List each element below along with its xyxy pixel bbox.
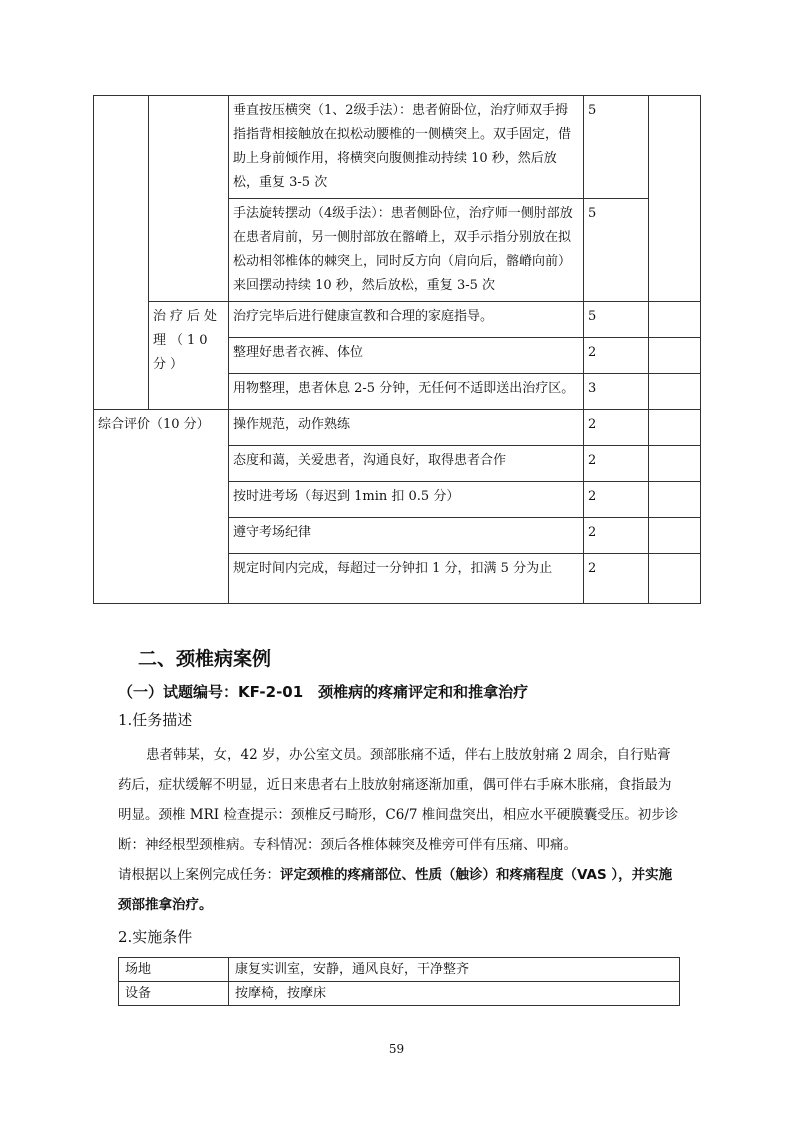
table-cell-empty (649, 302, 701, 338)
page-number: 59 (388, 1042, 405, 1056)
score-cell: 2 (584, 482, 649, 518)
score-cell: 2 (584, 446, 649, 482)
task-prefix: 请根据以上案例完成任务： (118, 867, 280, 883)
section-title: 二、颈椎病案例 (138, 648, 272, 670)
table-cell-empty (649, 374, 701, 410)
item-cell: 操作规范，动作熟练 (229, 410, 584, 446)
table-cell-empty (649, 482, 701, 518)
score-cell: 3 (584, 374, 649, 410)
scoring-table (93, 95, 701, 604)
case-description (118, 740, 682, 952)
task-heading: 1.任务描述 (118, 711, 193, 729)
conditions-heading: 2.实施条件 (118, 928, 193, 946)
table-cell-empty (649, 554, 701, 604)
item-cell: 整理好患者衣裤、体位 (229, 338, 584, 374)
item-cell: 用物整理，患者休息 2-5 分钟，无任何不适即送出治疗区。 (229, 374, 584, 410)
conditions-table (118, 957, 680, 1006)
group-label-evaluation: 综合评价（10 分） (94, 410, 229, 604)
case-text: 患者韩某，女，42 岁，办公室文员。颈部胀痛不适，伴右上肢放射痛 2 周余，自行贴膏药后，症状缓解不明显，近日来患者右上肢放射痛逐渐加重，偶可伴右手麻木胀痛，食指最为明显。颈椎 MRI 检查提示：颈椎反弓畸形，C6/7 椎间盘突出，相应水平硬膜囊受压。初步诊断：神经根型颈椎病。专科情况：颈后各椎体棘突及椎旁可伴有压痛、叩痛。 (118, 747, 679, 853)
score-cell: 2 (584, 554, 649, 604)
score-cell: 5 (584, 302, 649, 338)
table-cell-empty (649, 518, 701, 554)
item-cell: 垂直按压横突（1、2级手法）：患者俯卧位，治疗师双手拇指指背相接触放在拟松动腰椎的一侧横突上。双手固定，借助上身前倾作用，将横突向腹侧推动持续 10 秒，然后放松，重复 3-5 次 (229, 96, 584, 199)
task-bold: 评定颈椎的疼痛部位、性质（触诊）和疼痛程度（VAS ），并实施颈部推拿治疗。 (118, 867, 673, 913)
table-cell-empty (149, 96, 229, 302)
condition-label: 场地 (119, 958, 229, 982)
score-cell: 2 (584, 338, 649, 374)
item-cell: 按时进考场（每迟到 1min 扣 0.5 分） (229, 482, 584, 518)
table-cell-empty (649, 410, 701, 446)
group-label-post-treatment: 治疗后处理（10分） (149, 302, 229, 410)
score-cell: 2 (584, 410, 649, 446)
condition-value: 康复实训室，安静，通风良好，干净整齐 (229, 958, 680, 982)
table-cell-empty (649, 338, 701, 374)
item-cell: 治疗完毕后进行健康宣教和合理的家庭指导。 (229, 302, 584, 338)
score-cell: 5 (584, 199, 649, 302)
score-cell: 2 (584, 518, 649, 554)
item-cell: 态度和蔼，关爱患者，沟通良好，取得患者合作 (229, 446, 584, 482)
table-cell-empty (649, 96, 701, 302)
score-cell: 5 (584, 96, 649, 199)
task-instruction (118, 860, 682, 920)
condition-label: 设备 (119, 982, 229, 1006)
table-cell-empty (94, 96, 149, 410)
sub-title: （一）试题编号：KF-2-01 颈椎病的疼痛评定和和推拿治疗 (118, 683, 529, 701)
item-cell: 规定时间内完成，每超过一分钟扣 1 分，扣满 5 分为止 (229, 554, 584, 604)
condition-value: 按摩椅，按摩床 (229, 982, 680, 1006)
item-cell: 遵守考场纪律 (229, 518, 584, 554)
item-cell: 手法旋转摆动（4级手法）：患者侧卧位，治疗师一侧肘部放在患者肩前，另一侧肘部放在髂嵴上，双手示指分别放在拟松动相邻椎体的棘突上，同时反方向（肩向后，髂嵴向前）来回摆动持续 10 秒，然后放松，重复 3-5 次 (229, 199, 584, 302)
table-cell-empty (649, 446, 701, 482)
